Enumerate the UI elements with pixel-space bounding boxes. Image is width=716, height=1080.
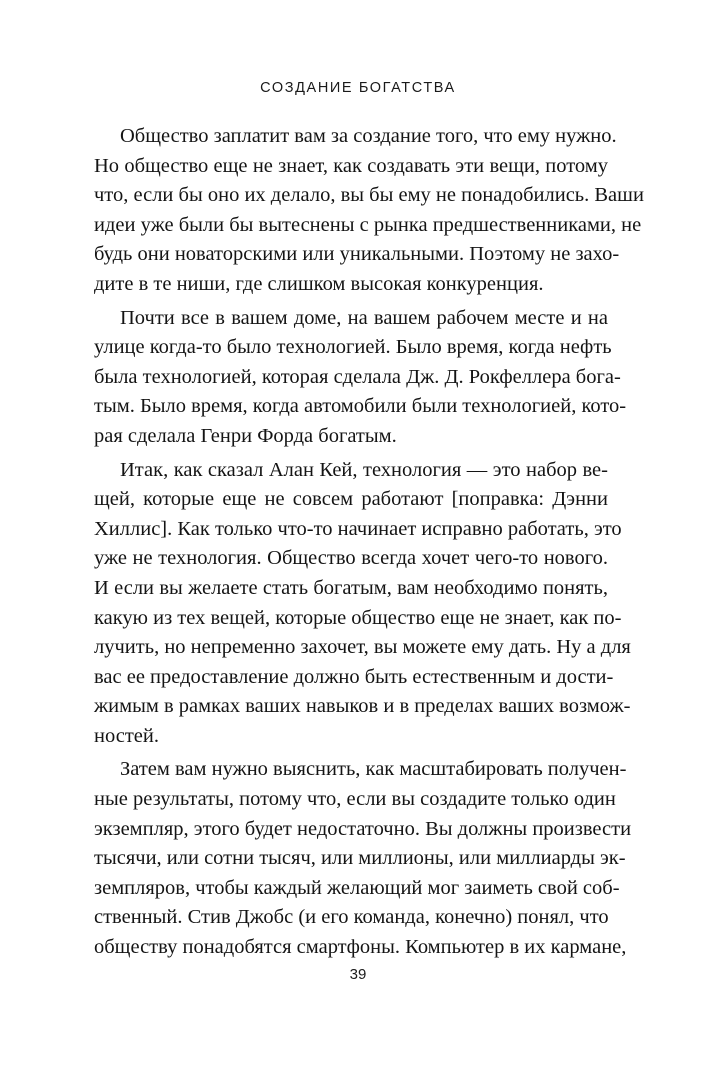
text-line: вас ее предоставление должно быть естественным и дости- xyxy=(94,665,614,688)
text-line: будь они новаторскими или уникальными. Поэтому не захо- xyxy=(94,243,620,266)
text-line: идеи уже были бы вытеснены с рынка предшественниками, не xyxy=(94,213,642,236)
text-line: обществу понадобятся смартфоны. Компьютер в их кармане, xyxy=(94,936,627,959)
text-line: щей, которые еще не совсем работают [поправка: Дэнни xyxy=(94,488,608,511)
body-text xyxy=(94,122,644,967)
text-line: Итак, как сказал Алан Кей, технология — это набор ве- xyxy=(120,458,608,481)
text-line: жимым в рамках ваших навыков и в пределах ваших возмож- xyxy=(94,695,631,718)
text-line: какую из тех вещей, которые общество еще не знает, как по- xyxy=(94,606,622,629)
text-line: что, если бы оно их делало, вы бы ему не понадобились. Ваши xyxy=(94,184,644,207)
text-line: тым. Было время, когда автомобили были технологией, кото- xyxy=(94,395,627,418)
page-number: 39 xyxy=(349,966,367,983)
text-line: была технологией, которая сделала Дж. Д. Рокфеллера бога- xyxy=(94,365,621,388)
text-line: И если вы желаете стать богатым, вам необходимо понять, xyxy=(94,576,608,599)
text-line: Но общество еще не знает, как создавать эти вещи, потому xyxy=(94,154,608,177)
text-line: рая сделала Генри Форда богатым. xyxy=(94,424,397,447)
text-line: лучить, но непременно захочет, вы можете ему дать. Ну а для xyxy=(94,636,631,659)
text-line: ностей. xyxy=(94,724,159,747)
text-line: Общество заплатит вам за создание того, что ему нужно. xyxy=(120,125,617,147)
paragraph xyxy=(94,456,631,752)
text-line: ные результаты, потому что, если вы создадите только один xyxy=(94,788,616,811)
paragraph xyxy=(94,304,627,452)
running-head: СОЗДАНИЕ БОГАТСТВА xyxy=(260,80,456,96)
paragraph xyxy=(94,122,644,300)
text-line: Хиллис]. Как только что-то начинает исправно работать, это xyxy=(94,517,622,540)
text-line: Почти все в вашем доме, на вашем рабочем месте и на xyxy=(120,306,608,329)
text-line: уже не технология. Общество всегда хочет чего-то нового. xyxy=(94,547,608,570)
text-line: Затем вам нужно выяснить, как масштабировать получен- xyxy=(120,758,627,781)
text-line: дите в те ниши, где слишком высокая конкуренция. xyxy=(94,272,544,295)
text-line: ственный. Стив Джобс (и его команда, конечно) понял, что xyxy=(94,906,609,929)
text-line: земпляров, чтобы каждый желающий мог заиметь свой соб- xyxy=(94,876,620,899)
text-line: тысячи, или сотни тысяч, или миллионы, или миллиарды эк- xyxy=(94,847,626,870)
text-line: экземпляр, этого будет недостаточно. Вы должны произвести xyxy=(94,817,632,840)
text-line: улице когда-то было технологией. Было время, когда нефть xyxy=(94,336,612,359)
paragraph xyxy=(94,755,632,962)
